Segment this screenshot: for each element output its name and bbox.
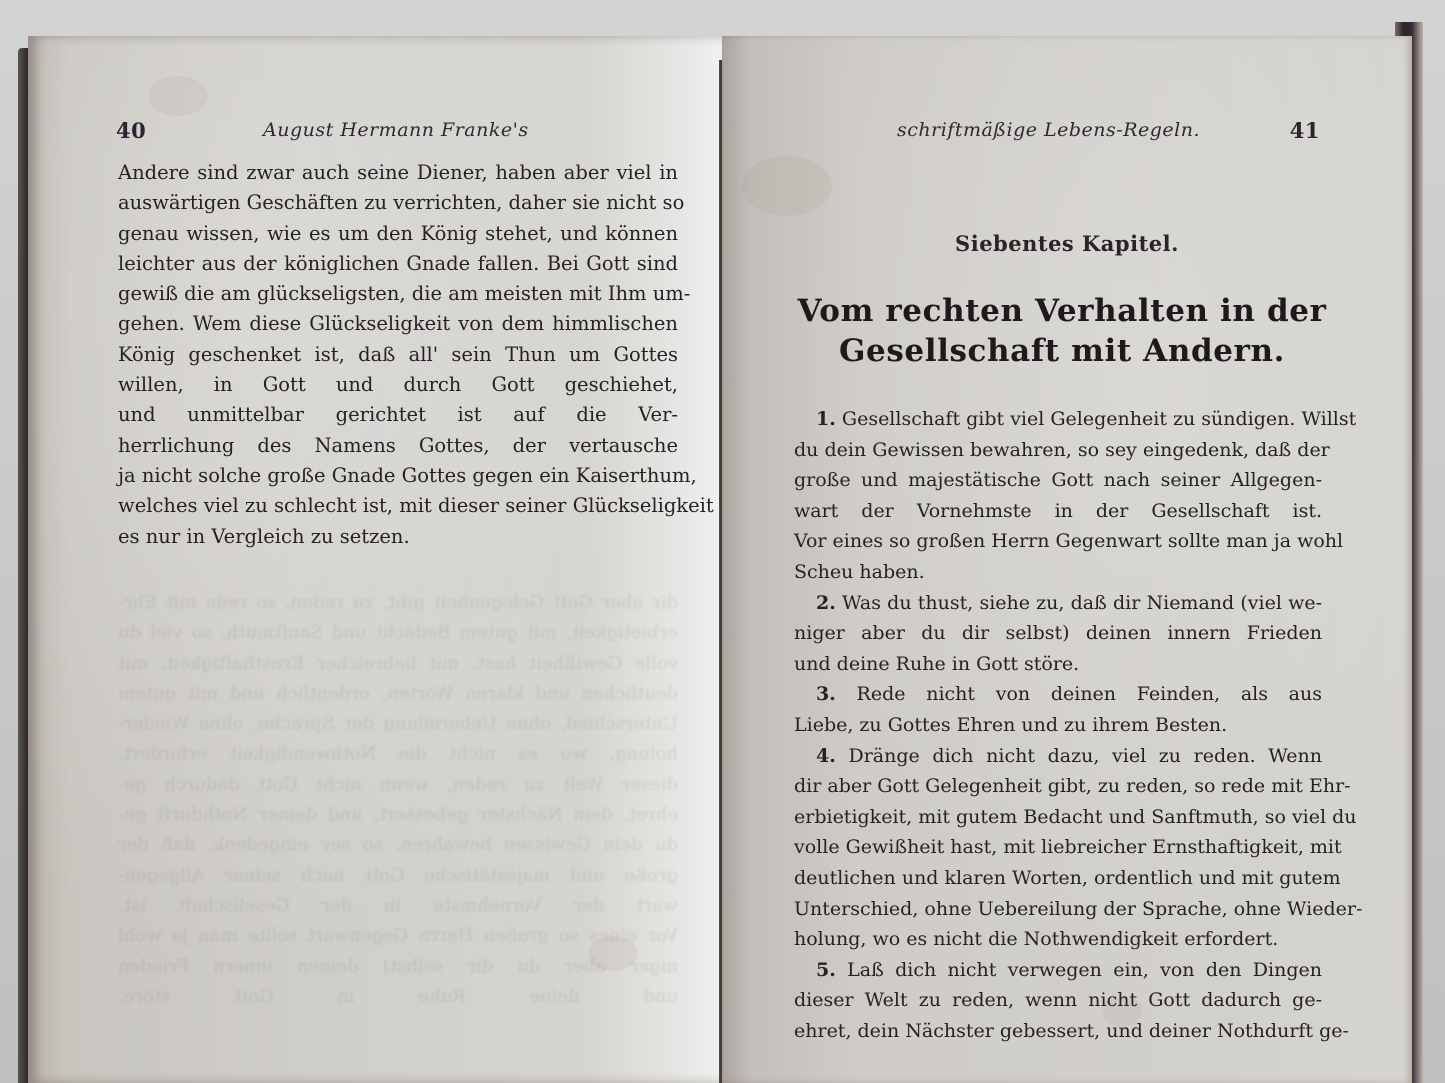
text-line: du dein Gewissen bewahren, so sey eingedenk, daß der [794,438,1330,461]
text-line: und unmittelbar gerichtet ist auf die Ver- [118,403,678,427]
body-text [794,404,1363,1046]
running-head [722,118,1412,148]
chapter-title-line: Gesellschaft mit Andern. [838,333,1286,369]
text-line: Scheu haben. [794,560,925,583]
text-line: willen, in Gott und durch Gott geschiehet, [118,373,678,397]
text-line: holung, wo es nicht die Nothwendigkeit erfordert. [794,928,1279,951]
text-line: Unterschied, ohne Uebereilung der Sprache, ohne Wieder- [794,897,1363,920]
text-line: gewiß die am glückseligsten, die am meisten mit Ihm um- [118,282,691,306]
text-line: große und majestätische Gott nach seiner Allgegen- [794,469,1322,492]
paper-stain [742,156,832,216]
paragraph-number: 1. [816,408,836,430]
text-line: Liebe, zu Gottes Ehren und zu ihrem Besten. [794,713,1228,736]
paragraph-first-line: 5. Laß dich nicht verwegen ein, von den Dingen [816,958,1322,981]
text-line: Vor eines so großen Herrn Gegenwart sollte man ja wohl [794,530,1344,553]
text-line: ehret, dein Nächster gebessert, und deiner Nothdurft ge- [794,1019,1349,1042]
text-line: leichter aus der königlichen Gnade fallen. Bei Gott sind [118,251,678,275]
text-line: deutlichen und klaren Worten, ordentlich und mit gutem [794,866,1341,889]
text-line: König geschenket ist, daß all' sein Thun um Gottes [118,342,678,366]
paragraph-number: 2. [816,591,836,614]
text-line: auswärtigen Geschäften zu verrichten, daher sie nicht so [118,191,685,215]
text-line: es nur in Vergleich zu setzen. [118,524,410,548]
page-number: 40 [116,118,147,143]
page-number: 41 [1289,118,1320,143]
paragraph-first-line: 4. Dränge dich nicht dazu, viel zu reden. Wenn [816,744,1322,767]
text-line: erbietigkeit, mit gutem Bedacht und Sanftmuth, so viel du [794,805,1357,828]
running-head-title: August Hermann Franke's [263,119,529,141]
paragraph-number: 3. [816,683,836,706]
text-line: Andere sind zwar auch seine Diener, haben aber viel in [118,161,678,184]
running-head [28,118,722,148]
text-line: niger aber du dir selbst) deinen innern Frieden [794,622,1322,645]
text-line: welches viel zu schlecht ist, mit dieser seiner Glückseligkeit [118,494,714,518]
text-line: genau wissen, wie es um den König stehet, und können [118,221,678,245]
paper-stain [148,76,208,116]
left-page [28,36,722,1083]
chapter-title [782,291,1342,371]
text-line: volle Gewißheit hast, mit liebreicher Ernsthaftigkeit, mit [794,836,1342,859]
text-line: ja nicht solche große Gnade Gottes gegen ein Kaiserthum, [118,463,697,487]
right-page [722,36,1412,1083]
paragraph-first-line: 2. Was du thust, siehe zu, daß dir Niemand (viel we- [816,591,1323,614]
running-head-title: schriftmäßige Lebens-Regeln. [897,119,1200,141]
text-line: dir aber Gott Gelegenheit gibt, zu reden, so rede mit Ehr- [794,775,1351,798]
text-line: gehen. Wem diese Glückseligkeit von dem himmlischen [118,312,678,336]
text-line: herrlichung des Namens Gottes, der vertausche [118,433,678,457]
paragraph-first-line: 3. Rede nicht von deinen Feinden, als aus [816,683,1322,706]
paragraph-number: 4. [816,744,836,767]
paragraph-number: 5. [816,958,836,981]
body-text [118,158,714,552]
chapter-label: Siebentes Kapitel. [955,231,1179,256]
bleed-through-text: dir aber Gott Gelegenheit gibt, zu reden, so rede mit Ehr- erbietigkeit, mit gutem Bedacht und Sanftmuth, so viel du volle Gewißheit hast, mit liebreicher Ernsthaftigkeit, mit deutlichen und klaren Worten, ordentlich und mit gutem Unterschied, ohne Uebereilung der Sprache, ohne Wieder- holung, wo es nicht die Nothwendigkeit erfordert. dieser Welt zu reden, wenn nicht Gott dadurch ge- ehret, dein Nächster gebessert, und deiner Nothdurft ge- du dein Gewissen bewahren, so sey eingedenk, daß der große und majestätische Gott nach seiner Allgegen- wart der Vornehmste in der Gesellschaft ist. Vor eines so großen Herrn Gegenwart sollte man ja wohl niger aber du dir selbst) deinen innern Frieden und deine Ruhe in Gott störe. [118,592,678,1007]
paragraph-first-line: 1. Gesellschaft gibt viel Gelegenheit zu sündigen. Willst [816,408,1357,430]
text-line: dieser Welt zu reden, wenn nicht Gott dadurch ge- [794,989,1322,1012]
text-line: und deine Ruhe in Gott störe. [794,652,1080,675]
text-line: wart der Vornehmste in der Gesellschaft ist. [794,499,1322,522]
chapter-title-line: Vom rechten Verhalten in der [797,293,1327,329]
